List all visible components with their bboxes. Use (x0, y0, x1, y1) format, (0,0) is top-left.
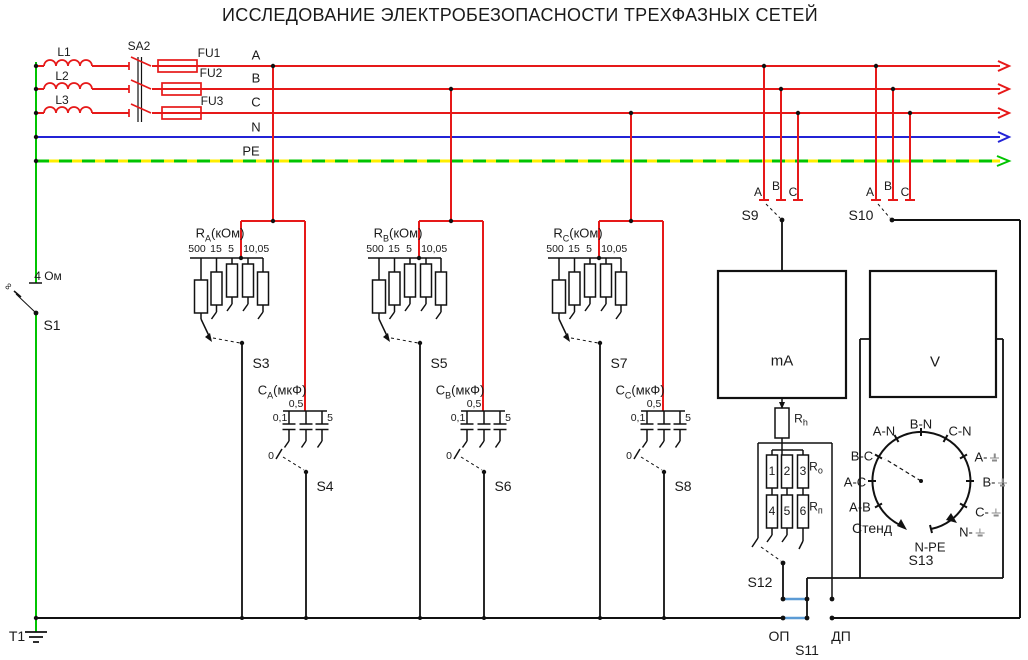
plug-dp-label[interactable]: ДП (831, 628, 851, 644)
capacitor-zero-label: 0 (446, 449, 452, 462)
fuse-fu3-label: FU3 (200, 94, 224, 108)
earth-branch (34, 62, 38, 632)
resistor-value-label: 500 (546, 242, 564, 255)
resistor-value-label: 15 (210, 242, 222, 255)
switch-s11-label[interactable]: S11 (795, 642, 819, 658)
capacitor-value-label: 5 (327, 411, 333, 424)
dial-s13[interactable] (868, 428, 974, 533)
switch-s8-label[interactable]: S8 (674, 478, 692, 494)
resistor-value-label: 1 (601, 242, 607, 255)
dial-pos-a-b[interactable]: A-B (849, 499, 871, 515)
capacitor-value-label: 5 (505, 411, 511, 424)
plug-op-label[interactable]: ОП (768, 628, 790, 644)
inductor-l1-label: L1 (57, 45, 71, 59)
fuse-fu2-label: FU2 (199, 66, 223, 80)
resistor-value-label: 5 (406, 242, 412, 255)
ground-icon (990, 454, 1000, 463)
ground-icon (991, 509, 1001, 518)
transformer-t1-label: T1 (8, 628, 26, 644)
resistor-value-label: 500 (188, 242, 206, 255)
phase-n-label: N (251, 119, 261, 135)
switch-s5-label[interactable]: S5 (430, 355, 448, 371)
rp-label: $R_п$ (809, 499, 823, 516)
phase-bus-lines (36, 61, 1009, 166)
s9-contact-b: B (771, 179, 781, 193)
phase-a-label: A (251, 47, 261, 63)
inductor-l2 (44, 83, 92, 89)
ground-icon (975, 529, 985, 538)
s10-contact-b: B (883, 179, 893, 193)
dial-pos-a-c[interactable]: A-C (843, 474, 867, 490)
breaker-sa2[interactable] (129, 57, 151, 122)
dial-pos-c-gnd[interactable]: C- (975, 506, 1001, 519)
cell-label: 6 (799, 504, 807, 518)
dial-pos-b-n[interactable]: B-N (909, 416, 933, 432)
ammeter-label: mA (770, 352, 794, 370)
s10-contact-a: A (865, 185, 875, 199)
s10-contact-c: C (900, 185, 910, 199)
switch-s12-label[interactable]: S12 (747, 574, 773, 590)
capacitor-bank-a-label: $C_A(мкФ)$ (257, 382, 307, 401)
inductor-l3 (44, 107, 92, 113)
switch-s1[interactable] (14, 283, 42, 315)
dial-name-label: Стенд (851, 520, 893, 536)
dial-pos-n-pe[interactable]: N-PE (914, 539, 946, 555)
inductor-l3-label: L3 (55, 93, 69, 107)
dial-pos-a-gnd[interactable]: A- (975, 451, 1000, 464)
switch-s6-label[interactable]: S6 (494, 478, 512, 494)
capacitor-value-label: 0,5 (646, 397, 662, 410)
switch-s3-label[interactable]: S3 (252, 355, 270, 371)
resistor-value-label: 1 (243, 242, 249, 255)
resistor-value-label: 15 (568, 242, 580, 255)
phase-b-label: B (251, 70, 261, 86)
phase-b-load-section[interactable] (368, 87, 507, 620)
capacitor-value-label: 0,5 (288, 397, 304, 410)
capacitor-bank-c-label: $C_C(мкФ)$ (615, 382, 665, 401)
capacitor-zero-label: 0 (268, 449, 274, 462)
switch-s13-label[interactable]: S13 (908, 552, 934, 568)
dial-pos-a-n[interactable]: A-N (872, 423, 896, 439)
s9-contact-a: A (753, 185, 763, 199)
earth-resistance-label: 4 Ом (34, 269, 62, 283)
resistor-value-label: 5 (586, 242, 592, 255)
switch-s9-label[interactable]: S9 (741, 207, 759, 223)
human-model (752, 398, 832, 599)
breaker-sa2-label: SA2 (127, 39, 151, 53)
switch-s10-label[interactable]: S10 (848, 207, 874, 223)
phase-pe-label: PE (242, 143, 260, 159)
ammeter-box (718, 220, 846, 398)
resistor-bank-c-label: $R_C(кОм)$ (553, 225, 603, 244)
resistor-bank-b-label: $R_B(кОм)$ (373, 225, 423, 244)
rh-label: $R_h$ (794, 411, 808, 428)
ground-symbol-t1 (25, 632, 47, 642)
resistor-bank-a-label: $R_A(кОм)$ (195, 225, 245, 244)
resistor-value-label: 0,05 (606, 242, 628, 255)
page-title: ИССЛЕДОВАНИЕ ЭЛЕКТРОБЕЗОПАСНОСТИ ТРЕХФАЗНЫХ СЕТЕЙ (222, 5, 818, 25)
switch-s4-label[interactable]: S4 (316, 478, 334, 494)
ro-label: $R_о$ (809, 459, 823, 476)
dial-pos-b-gnd[interactable]: B- (983, 476, 1008, 489)
cell-label: 3 (799, 464, 807, 478)
inductor-l1 (44, 60, 92, 66)
capacitor-bank-b-label: $C_B(мкФ)$ (435, 382, 485, 401)
s9-contact-c: C (788, 185, 798, 199)
dial-pos-c-n[interactable]: C-N (948, 423, 972, 439)
switch-s12[interactable] (761, 547, 785, 599)
inductor-l2-label: L2 (55, 69, 69, 83)
capacitor-value-label: 0,5 (466, 397, 482, 410)
cell-label: 5 (783, 504, 791, 518)
cell-label: 4 (768, 504, 776, 518)
fuse-fu1-label: FU1 (197, 46, 221, 60)
resistor-value-label: 500 (366, 242, 384, 255)
switch-s1-label[interactable]: S1 (43, 317, 61, 333)
capacitor-zero-label: 0 (626, 449, 632, 462)
ground-icon (998, 479, 1008, 488)
infinity-label: ∞ (2, 280, 16, 293)
capacitor-value-label: 5 (685, 411, 691, 424)
bottom-return-bus (34, 220, 1020, 620)
phase-c-label: C (251, 94, 261, 110)
cell-label: 2 (783, 464, 791, 478)
dial-pos-b-c[interactable]: B-C (850, 448, 874, 464)
capacitor-value-label: 0,1 (630, 411, 646, 424)
resistor-value-label: 0,05 (426, 242, 448, 255)
resistor-value-label: 15 (388, 242, 400, 255)
switch-s7-label[interactable]: S7 (610, 355, 628, 371)
resistor-value-label: 0,05 (248, 242, 270, 255)
plug-s11[interactable] (781, 578, 835, 620)
resistor-value-label: 1 (421, 242, 427, 255)
cell-label: 1 (768, 464, 776, 478)
capacitor-value-label: 0,1 (272, 411, 288, 424)
voltmeter-label: V (929, 353, 941, 371)
resistor-value-label: 5 (228, 242, 234, 255)
dial-pos-n-gnd[interactable]: N- (959, 526, 985, 539)
capacitor-value-label: 0,1 (450, 411, 466, 424)
